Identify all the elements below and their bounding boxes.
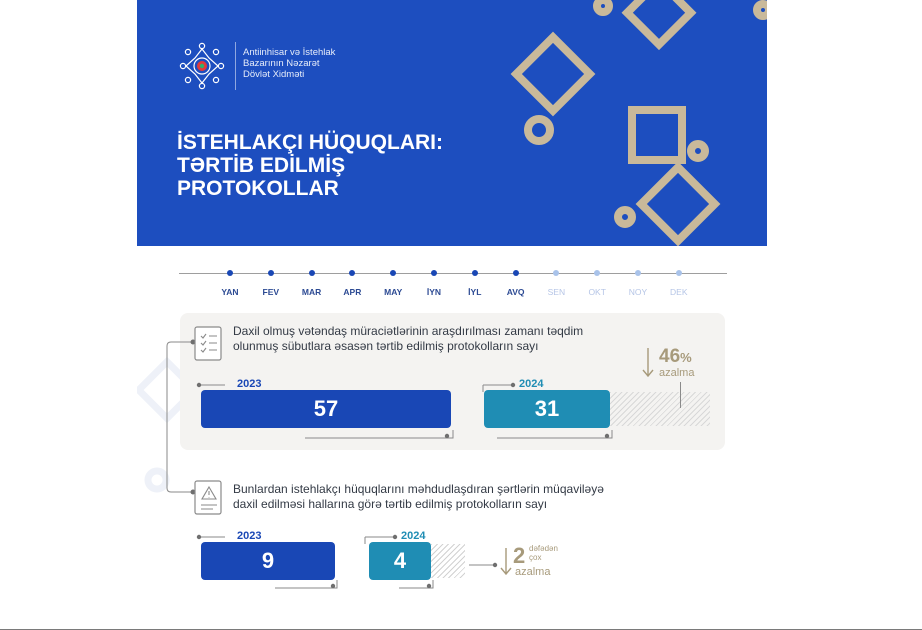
- logo-divider: [235, 42, 236, 90]
- org-line: Bazarının Nəzarət: [243, 58, 320, 69]
- timeline-month-label: OKT: [588, 287, 606, 297]
- superscript-line: çox: [529, 553, 542, 562]
- timeline-month-label: İYL: [468, 287, 482, 297]
- page-title: [177, 131, 443, 200]
- change-percent: [659, 346, 692, 368]
- decrease-hatch: [610, 392, 710, 426]
- bar-2023-value: 9: [201, 542, 335, 580]
- year-2024-label: 2024: [401, 530, 426, 542]
- timeline-month-label: YAN: [221, 287, 239, 297]
- change-unit: %: [680, 350, 692, 365]
- timeline-dot: [635, 270, 641, 276]
- timeline-dot: [472, 270, 478, 276]
- description-line: olunmuş sübutlara əsasən tərtib edilmiş protokolların sayı: [233, 339, 539, 353]
- infographic-card: [137, 0, 767, 630]
- change-tick: [680, 382, 681, 408]
- bar-2024-value: 4: [369, 542, 431, 580]
- document-checklist-icon: [192, 324, 226, 364]
- change-value: 46: [659, 346, 681, 367]
- section1-description: [233, 324, 583, 354]
- description-line: daxil edilməsi hallarına görə tərtib edilmiş protokolların sayı: [233, 497, 548, 511]
- superscript-line: dəfədən: [529, 544, 558, 553]
- timeline-dot: [349, 270, 355, 276]
- arrow-down-icon: [499, 546, 513, 578]
- document-warning-icon: [192, 478, 226, 518]
- timeline-dot: [268, 270, 274, 276]
- timeline-dot: [227, 270, 233, 276]
- section2-description: [233, 482, 604, 512]
- year-2023-label: 2023: [237, 378, 262, 390]
- change-superscript: [529, 544, 558, 562]
- org-line: Antiinhisar və İstehlak: [243, 47, 336, 58]
- title-line: TƏRTİB EDİLMİŞ: [177, 154, 346, 177]
- change-label: azalma: [659, 367, 695, 379]
- timeline-month-label: MAR: [301, 287, 322, 297]
- organization-name: [243, 47, 335, 80]
- title-line: PROTOKOLLAR: [177, 177, 339, 200]
- timeline-dot: [390, 270, 396, 276]
- timeline-dot: [594, 270, 600, 276]
- section-connector: [157, 330, 197, 500]
- bar-2024-value: 31: [484, 390, 610, 428]
- bar-2023-value: 57: [201, 390, 451, 428]
- timeline-dot: [431, 270, 437, 276]
- change-value: 2: [513, 543, 526, 568]
- timeline-line: [179, 273, 727, 274]
- org-line: Dövlət Xidməti: [243, 69, 305, 80]
- timeline-dot: [676, 270, 682, 276]
- decorative-shapes: [497, 0, 767, 246]
- timeline-month-label: AVQ: [506, 287, 525, 297]
- timeline-month-label: İYN: [426, 287, 442, 297]
- timeline-dot: [513, 270, 519, 276]
- title-line: İSTEHLAKÇI HÜQUQLARI:: [177, 131, 443, 154]
- timeline-dot: [309, 270, 315, 276]
- emblem-logo-icon: [177, 40, 227, 92]
- description-line: Daxil olmuş vətəndaş müraciətlərinin araşdırılması zamanı təqdim: [233, 324, 584, 338]
- year-2023-label: 2023: [237, 530, 262, 542]
- timeline-dot: [553, 270, 559, 276]
- timeline-month-label: SEN: [547, 287, 566, 297]
- timeline-month-label: FEV: [262, 287, 280, 297]
- change-label: azalma: [515, 566, 551, 578]
- timeline-month-label: MAY: [384, 287, 403, 297]
- timeline-month-label: NOY: [628, 287, 648, 297]
- description-line: Bunlardan istehlakçı hüquqlarını məhdudlaşdıran şərtlərin müqaviləyə: [233, 482, 604, 496]
- arrow-down-icon: [641, 346, 655, 380]
- timeline-month-label: DEK: [670, 287, 688, 297]
- timeline-month-label: APR: [343, 287, 362, 297]
- decrease-hatch: [431, 544, 465, 578]
- header-banner: [137, 0, 767, 246]
- year-2024-label: 2024: [519, 378, 544, 390]
